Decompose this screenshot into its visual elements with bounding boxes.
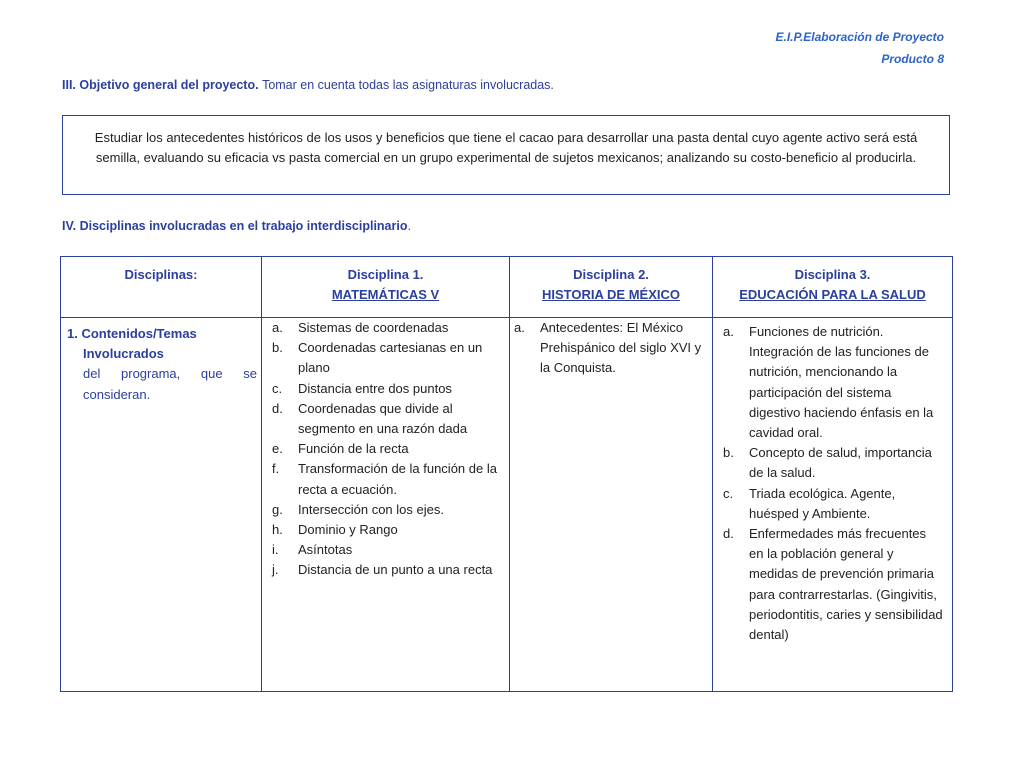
list-item-marker: e. — [272, 441, 283, 457]
list-item-text: Distancia entre dos puntos — [298, 380, 452, 396]
list-item-text: Coordenadas cartesianas en un plano — [298, 340, 483, 376]
list-item-marker: d. — [723, 526, 734, 542]
list-item — [272, 338, 501, 378]
list-item-text: Triada ecológica. Agente, huésped y Ambiente. — [749, 485, 896, 521]
list-item — [272, 500, 501, 520]
list-item-marker: c. — [272, 380, 283, 396]
list-item-text: Distancia de un punto a una recta — [298, 562, 493, 578]
list-item — [272, 379, 501, 399]
list-item-text: Enfermedades más frecuentes en la población general y medidas de prevención primaria para contrarrestarlas. (Gingivitis, periodontitis, caries y sensibilidad dental) — [749, 526, 943, 643]
discipline-3-subject: EDUCACIÓN PARA LA SALUD — [739, 287, 926, 302]
list-item-marker: f. — [272, 461, 280, 477]
disciplines-table — [60, 256, 953, 692]
list-item-marker: g. — [272, 501, 283, 517]
list-item-marker: a. — [272, 320, 283, 335]
list-item — [272, 540, 501, 560]
list-item-marker: a. — [723, 324, 734, 339]
discipline-3-list — [723, 322, 944, 645]
list-item — [723, 524, 944, 645]
header-discipline-1 — [262, 257, 510, 318]
section-4-period: . — [407, 219, 411, 233]
list-item-text: Funciones de nutrición. Integración de las funciones de nutrición, mencionando la participación del sistema digestivo haciendo énfasis en la cavidad oral. — [749, 324, 934, 441]
section-4-heading — [62, 219, 411, 233]
discipline-1-contents — [262, 318, 510, 692]
table-header-row — [61, 257, 953, 318]
list-item — [723, 443, 944, 483]
objective-box — [62, 115, 950, 195]
discipline-1-subject: MATEMÁTICAS V — [331, 287, 440, 302]
section-3-heading — [62, 78, 554, 92]
list-item-marker: h. — [272, 522, 283, 538]
header-project-title: E.I.P.Elaboración de Proyecto — [775, 30, 944, 44]
list-item-text: Función de la recta — [298, 441, 409, 457]
row-label-line2: Involucrados — [83, 346, 164, 362]
list-item-text: Asíntotas — [298, 542, 353, 558]
header-disciplines-text: Disciplinas: — [124, 267, 198, 282]
list-item-text: Concepto de salud, importancia de la salud. — [749, 445, 932, 481]
header-discipline-2 — [510, 257, 713, 318]
list-item-text: Sistemas de coordenadas — [298, 320, 449, 335]
discipline-3-contents — [713, 318, 953, 692]
list-item-text: Antecedentes: El México Prehispánico del siglo XVI y la Conquista. — [540, 320, 702, 376]
list-item — [272, 439, 501, 459]
header-disciplines-label — [61, 257, 262, 318]
list-item-marker: b. — [723, 445, 734, 461]
section-4-title: IV. Disciplinas involucradas en el trabajo interdisciplinario — [62, 219, 408, 233]
list-item — [723, 322, 944, 443]
section-3-title: III. Objetivo general del proyecto. — [62, 78, 259, 92]
list-item-text: Dominio y Rango — [298, 522, 398, 538]
discipline-2-list — [514, 318, 704, 379]
list-item-marker: a. — [514, 320, 525, 335]
list-item-text: Coordenadas que divide al segmento en una razón dada — [298, 400, 468, 437]
discipline-2-contents — [510, 318, 713, 692]
list-item — [272, 560, 501, 580]
discipline-2-title: Disciplina 2. — [573, 267, 649, 282]
list-item-marker: d. — [272, 400, 283, 416]
list-item — [514, 318, 704, 379]
list-item — [723, 484, 944, 524]
row-label-line1: 1. Contenidos/Temas — [67, 326, 197, 341]
discipline-2-subject: HISTORIA DE MÉXICO — [542, 287, 680, 302]
list-item — [272, 459, 501, 499]
table-row-contents — [61, 318, 953, 692]
list-item-marker: j. — [272, 562, 279, 578]
discipline-3-title: Disciplina 3. — [794, 267, 871, 282]
discipline-1-title: Disciplina 1. — [347, 267, 424, 282]
objective-text: Estudiar los antecedentes históricos de los usos y beneficios que tiene el cacao para desarrollar una pasta dental cuyo agente activo será está semilla, evaluando su eficacia vs pasta comercial en un grupo experimental de sujetos mexicanos; analizando su costo-beneficio al producirla. — [94, 130, 918, 165]
section-3-note: Tomar en cuenta todas las asignaturas involucradas. — [262, 78, 554, 92]
list-item — [272, 318, 501, 338]
list-item-marker: i. — [272, 542, 279, 558]
discipline-1-list — [272, 318, 501, 581]
header-product-number: Producto 8 — [881, 52, 944, 66]
list-item-marker: c. — [723, 485, 734, 501]
row-label-cell — [61, 318, 262, 692]
row-label-description: del programa, que se consideran. — [83, 366, 257, 402]
list-item-marker: b. — [272, 340, 283, 356]
list-item-text: Transformación de la función de la recta a ecuación. — [298, 461, 497, 497]
list-item — [272, 399, 501, 439]
list-item-text: Intersección con los ejes. — [298, 501, 444, 517]
list-item — [272, 520, 501, 540]
header-discipline-3 — [713, 257, 953, 318]
